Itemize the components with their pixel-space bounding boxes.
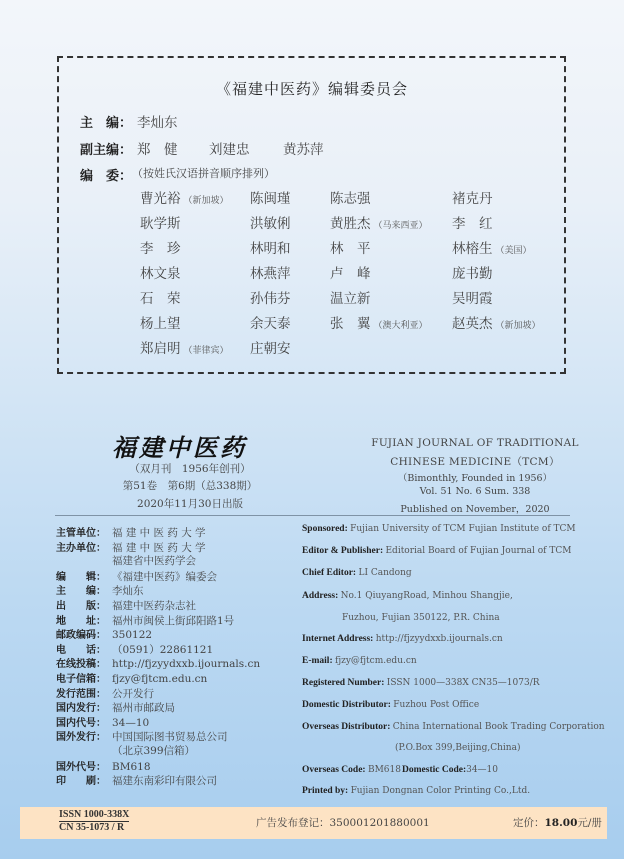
info-value: 李灿东 [112,585,144,598]
info-key: Overseas Distributor: [302,722,393,732]
info-key: 电 话： [56,644,106,656]
info-row [56,670,207,685]
info-row [56,553,196,568]
member-name: 陈闽瑾 [250,191,291,207]
member-country-note: （马来西亚） [373,221,428,231]
board-member [250,287,291,307]
info-key: Domestic Distributor: [302,700,394,710]
info-value: （0591）22861121 [112,643,214,656]
member-name: 杨上望 [140,316,181,332]
info-key: Overseas Code: [302,765,368,775]
en-date: Published on November，2020 [400,504,550,515]
ad-registration: 广告发布登记：350001201880001 [256,817,430,829]
info-key: Registered Number: [302,678,387,688]
member-country-note: （新加坡） [183,196,229,206]
info-row [302,524,576,534]
board-member [140,287,181,307]
board-member [452,312,541,332]
info-value: 福建中医药杂志社 [112,600,196,612]
info-row [56,626,152,641]
info-value: 中国国际图书贸易总公司 [112,731,228,744]
info-row [56,655,260,670]
deputy-editor-name: 刘建忠 [209,142,250,158]
member-name: 林榕生 [452,241,493,257]
board-member [140,212,181,232]
info-row [302,546,571,556]
board-member [140,237,181,257]
info-row [302,722,605,732]
deputy-editor-label: 副主编： [80,143,133,158]
member-name: 石 荣 [140,291,181,307]
info-value: Fuzhou Post Office [393,700,480,710]
member-name: 林文泉 [140,266,181,282]
info-key: 国内代号： [56,717,106,729]
info-value[interactable]: fjzy@fjtcm.edu.cn [112,673,208,685]
board-member [452,212,493,232]
info-row [56,539,206,555]
board-member [452,262,493,282]
board-member [250,337,291,357]
member-name: 吴明霞 [452,291,493,307]
board-member [330,212,428,232]
info-value[interactable]: http://fjzyydxxb.ijournals.cn [375,634,503,644]
info-value: BM618 [367,765,401,775]
info-key: Sponsored: [302,524,351,534]
info-row [302,786,530,796]
member-name: 赵英杰 [452,316,493,332]
members-note: （按姓氏汉语拼音顺序排列） [132,167,275,180]
member-name: 曹光裕 [140,191,181,207]
info-value[interactable]: http://fjzyydxxb.ijournals.cn [112,658,261,671]
info-value: LI Candong [358,568,412,578]
info-key: 国外代号： [56,761,106,773]
info-key: Address: [302,591,341,601]
board-member [452,287,493,307]
board-member [330,262,371,282]
board-title: 《福建中医药》编辑委员会 [215,80,408,98]
en-title-line1: FUJIAN JOURNAL OF TRADITIONAL [371,437,579,449]
board-member [330,312,428,332]
board-member [140,187,229,207]
chief-editor-name: 李灿东 [137,115,178,131]
info-value: ISSN 1000—338X CN35—1073/R [386,678,540,688]
info-row [56,568,217,584]
info-key: 国外发行： [56,732,106,744]
cn-volume: 第51卷 第6期（总338期） [122,480,258,492]
info-key: 主管单位： [56,528,106,539]
member-name: 李 珍 [140,241,181,257]
info-row [302,678,540,688]
chief-editor-label: 主 编： [80,116,133,131]
info-key: 国内发行： [56,703,106,715]
info-value: Editorial Board of Fujian Journal of TCM [385,546,572,556]
info-value: 《福建中医药》编委会 [112,570,217,583]
en-volume: Vol. 51 No. 6 Sum. 338 [419,486,531,497]
info-key: 地 址： [56,615,106,627]
member-name: 庞书勤 [452,266,493,282]
en-frequency: （Bimonthly, Founded in 1956） [397,473,553,484]
info-key: 主办单位： [56,542,106,554]
en-title-line2: CHINESE MEDICINE（TCM） [390,456,560,468]
cn-frequency: （双月刊 1956年创刊） [129,463,251,475]
member-country-note: （美国） [495,246,532,256]
info-row [56,582,144,598]
member-name: 耿学斯 [140,216,181,232]
board-member [452,187,493,207]
info-row [302,591,513,601]
cn-date: 2020年11月30日出版 [137,498,243,510]
price [513,815,602,830]
board-member [140,337,229,357]
info-value: No.1 QiuyangRoad, Minhou Shangjie, [340,591,513,601]
member-country-note: （菲律宾） [183,346,229,356]
info-value: 34—10 [466,765,499,775]
info-row [302,700,479,710]
price-value: 18.00 [544,817,578,829]
info-key: Printed by: [302,786,351,796]
info-row [56,743,195,758]
info-row [56,772,217,788]
info-value: 350122 [112,629,153,642]
info-key: 电子信箱： [56,674,106,685]
member-name: 褚克丹 [452,191,493,207]
member-name: 黄胜杰 [330,216,371,232]
info-row [56,597,196,613]
info-key: E-mail: [302,656,335,666]
info-key: 编 辑： [56,571,106,583]
info-value[interactable]: fjzy@fjtcm.edu.cn [334,656,417,666]
info-value: 34—10 [112,716,150,729]
member-name: 温立新 [330,291,371,307]
info-value: BM618 [112,760,151,773]
member-name: 林明和 [250,241,291,257]
info-value: Fuzhou, Fujian 350122, P.R. China [342,613,500,623]
info-value: 福 建 中 医 药 大 学 [112,541,206,554]
board-member [140,312,181,332]
info-value: 公开发行 [112,687,154,700]
member-name: 庄朝安 [250,341,291,357]
member-name: 洪敏俐 [250,216,291,232]
members-label: 编 委： [80,169,133,184]
info-row [56,685,154,701]
info-key: Chief Editor: [302,568,359,578]
info-row [56,728,228,744]
info-value: （北京399信箱） [112,745,196,757]
info-value: Fujian University of TCM Fujian Institute of TCM [350,524,576,534]
member-name: 李 红 [452,216,493,232]
info-value: 福 建 中 医 药 大 学 [112,527,206,539]
info-row [342,613,500,623]
board-member [452,237,532,257]
info-row [302,765,401,775]
domestic-code-row [402,765,498,775]
cn-number: CN 35-1073 / R [59,822,125,833]
board-member [250,262,291,282]
info-row [56,612,234,628]
info-key: 邮政编码： [56,630,106,642]
member-name: 林 平 [330,241,371,257]
board-member [250,312,291,332]
issn-block [59,809,129,833]
member-country-note: （新加坡） [495,321,541,331]
info-row [56,524,206,540]
board-member [330,287,371,307]
info-row [302,568,412,578]
member-name: 陈志强 [330,191,371,207]
board-member [330,187,371,207]
info-row [302,634,503,644]
info-value: (P.O.Box 399,Beijing,China) [395,743,521,753]
member-name: 郑启明 [140,341,181,357]
board-member [250,212,291,232]
member-name: 孙伟芬 [250,291,291,307]
member-name: 余天泰 [250,316,291,332]
info-row [56,641,213,657]
section-divider [55,515,570,516]
member-country-note: （澳大利亚） [373,321,428,331]
info-value: 福州市闽侯上街邱阳路1号 [112,614,235,627]
info-row [56,699,175,715]
issn-number: ISSN 1000-338X [59,809,130,820]
journal-logo: 福建中医药 [112,433,247,462]
info-value: 福州市邮政局 [112,702,175,715]
info-row [56,714,149,729]
info-key: 出 版： [56,601,106,612]
info-value: 福建东南彩印有限公司 [112,775,217,788]
info-value: 福建省中医药学会 [112,555,196,568]
board-member [250,237,291,257]
deputy-editor-name: 郑 健 [137,142,178,158]
board-member [140,262,181,282]
info-value: Fujian Dongnan Color Printing Co.,Ltd. [350,786,531,796]
info-row [56,758,151,773]
board-member [250,187,291,207]
price-label: 定价： [513,817,545,829]
info-key: 主 编： [56,586,106,598]
info-key: Editor & Publisher: [302,546,386,556]
price-unit: 元/册 [577,817,602,829]
info-key: 在线投稿： [56,659,106,671]
info-key: Domestic Code: [402,765,467,775]
info-key: 发行范围： [56,688,106,700]
member-name: 卢 峰 [330,266,371,282]
info-row [302,656,417,666]
info-key: 印 刷： [56,776,106,788]
info-key: Internet Address: [302,634,376,644]
deputy-editor-name: 黄苏萍 [283,142,324,158]
info-value: China International Book Trading Corporation [392,722,605,732]
board-member [330,237,371,257]
member-name: 林燕萍 [250,266,291,282]
info-row [395,743,520,753]
member-name: 张 翼 [330,316,371,332]
